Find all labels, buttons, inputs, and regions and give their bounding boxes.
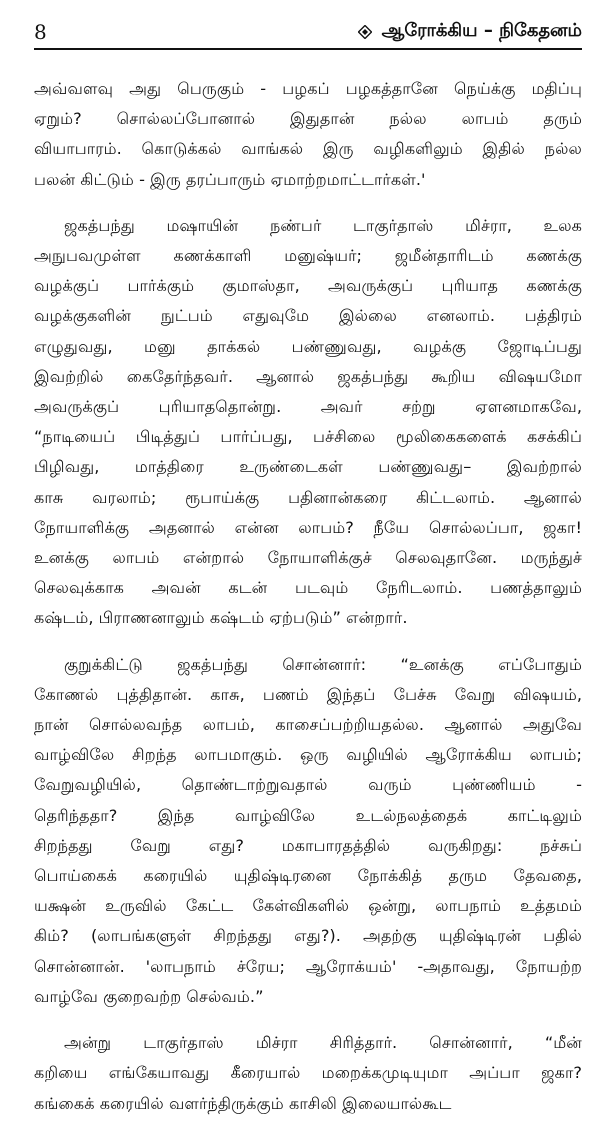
text-line: சொன்னான். 'லாபநாம் ச்ரேய; ஆரோக்யம்' -அதாவது, நோயற்ற xyxy=(34,956,582,976)
text-line: காசு வரலாம்; ரூபாய்க்கு பதினான்கரை கிட்டலாம். ஆனால் xyxy=(34,487,582,507)
text-line: தெரிந்ததா? இந்த வாழ்விலே உடல்நலத்தைக் காட்டிலும் xyxy=(34,805,582,825)
text-line: பிழிவது, மாத்திரை உருண்டைகள் பண்ணுவது– இவற்றால் xyxy=(34,457,582,477)
text-line: வேறுவழியில், தொண்டாற்றுவதால் வரும் புண்ணியம் - xyxy=(34,775,582,795)
text-line: வியாபாரம். கொடுக்கல் வாங்கல் இரு வழிகளிலும் இதில் நல்ல xyxy=(34,139,582,159)
paragraph xyxy=(34,650,582,1012)
text-line: சிறந்தது வேறு எது? மகாபாரதத்தில் வருகிறது: நச்சுப் xyxy=(34,835,582,855)
text-line: அன்று டாகுர்தாஸ் மிச்ரா சிரித்தார். சொன்னார், “மீன் xyxy=(64,1033,582,1053)
paragraph xyxy=(34,74,582,195)
text-line: அநுபவமுள்ள கணக்காளி மனுஷ்யர்; ஜமீன்தாரிடம் கணக்கு xyxy=(34,246,582,266)
paragraph xyxy=(34,1028,582,1119)
page-number: 8 xyxy=(34,20,47,44)
text-line: நோயாளிக்கு அதனால் என்ன லாபம்? நீயே சொல்லப்பா, ஜகா! xyxy=(34,517,582,537)
text-line: பொய்கைக் கரையில் யுதிஷ்டிரனை நோக்கித் தரும தேவதை, xyxy=(34,866,582,886)
running-title: ஆரோக்கிய – நிகேதனம் xyxy=(381,20,582,41)
body-text xyxy=(34,74,582,1135)
text-line: வழக்குகளின் நுட்பம் எதுவுமே இல்லை எனலாம். பத்திரம் xyxy=(34,306,582,326)
text-line: குறுக்கிட்டு ஜகத்பந்து சொன்னார்: “உனக்கு எப்போதும் xyxy=(64,654,582,674)
paragraph xyxy=(34,211,582,634)
text-line: வாழ்விலே சிறந்த லாபமாகும். ஒரு வழியில் ஆரோக்கிய லாபம்; xyxy=(34,745,582,765)
text-line: வழக்குப் பார்க்கும் குமாஸ்தா, அவருக்குப் புரியாத கணக்கு xyxy=(34,276,582,296)
text-line: கிம்? (லாபங்களுள் சிறந்தது எது?). அதற்கு யுதிஷ்டிரன் பதில் xyxy=(34,926,582,946)
text-line: கறியை எங்கேயாவது கீரையால் மறைக்கமுடியுமா அப்பா ஜகா? xyxy=(34,1063,582,1083)
text-line: அவ்வளவு அது பெருகும் - பழகப் பழகத்தானே நெய்க்கு மதிப்பு xyxy=(34,79,582,98)
text-line: அவருக்குப் புரியாததொன்று. அவர் சற்று ஏளனமாகவே, xyxy=(34,397,582,417)
text-line: கஷ்டம், பிராணனாலும் கஷ்டம் ஏற்படும்” என்றார். xyxy=(34,608,408,628)
text-line: “நாடியைப் பிடித்துப் பார்ப்பது, பச்சிலை மூலிகைகளைக் கசக்கிப் xyxy=(34,427,582,447)
text-line: பலன் கிட்டும் - இரு தரப்பாரும் ஏமாற்றமாட்டார்கள்.' xyxy=(34,169,426,189)
text-line: உனக்கு லாபம் என்றால் நோயாளிக்குச் செலவுதானே. மருந்துச் xyxy=(34,548,582,568)
text-line: எழுதுவது, மனு தாக்கல் பண்ணுவது, வழக்கு ஜோடிப்பது xyxy=(34,336,582,356)
text-line: ஏறும்? சொல்லப்போனால் இதுதான் நல்ல லாபம் தரும் xyxy=(34,109,582,129)
text-line: செலவுக்காக அவன் கடன் படவும் நேரிடலாம். பணத்தாலும் xyxy=(34,578,582,598)
header-rule xyxy=(34,48,582,50)
text-line: இவற்றில் கைதேர்ந்தவர். ஆனால் ஜகத்பந்து கூறிய விஷயமோ xyxy=(34,366,582,386)
text-line: கங்கைக் கரையில் வளர்ந்திருக்கும் காசிலி இலையால்கூட xyxy=(34,1093,452,1113)
text-line: யக்ஷன் உருவில் கேட்ட கேள்விகளில் ஒன்று, லாபநாம் உத்தமம் xyxy=(34,896,582,916)
text-line: ஜகத்பந்து மஷாயின் நண்பர் டாகுர்தாஸ் மிச்ரா, உலக xyxy=(64,215,582,235)
text-line: வாழ்வே குறைவற்ற செல்வம்.” xyxy=(34,986,264,1006)
text-line: கோணல் புத்திதான். காசு, பணம் இந்தப் பேச்சு வேறு விஷயம், xyxy=(34,684,582,704)
running-title-group xyxy=(358,20,582,43)
diamond-icon xyxy=(358,25,372,39)
text-line: நான் சொல்லவந்த லாபம், காசைப்பற்றியதல்ல. ஆனால் அதுவே xyxy=(34,715,582,735)
